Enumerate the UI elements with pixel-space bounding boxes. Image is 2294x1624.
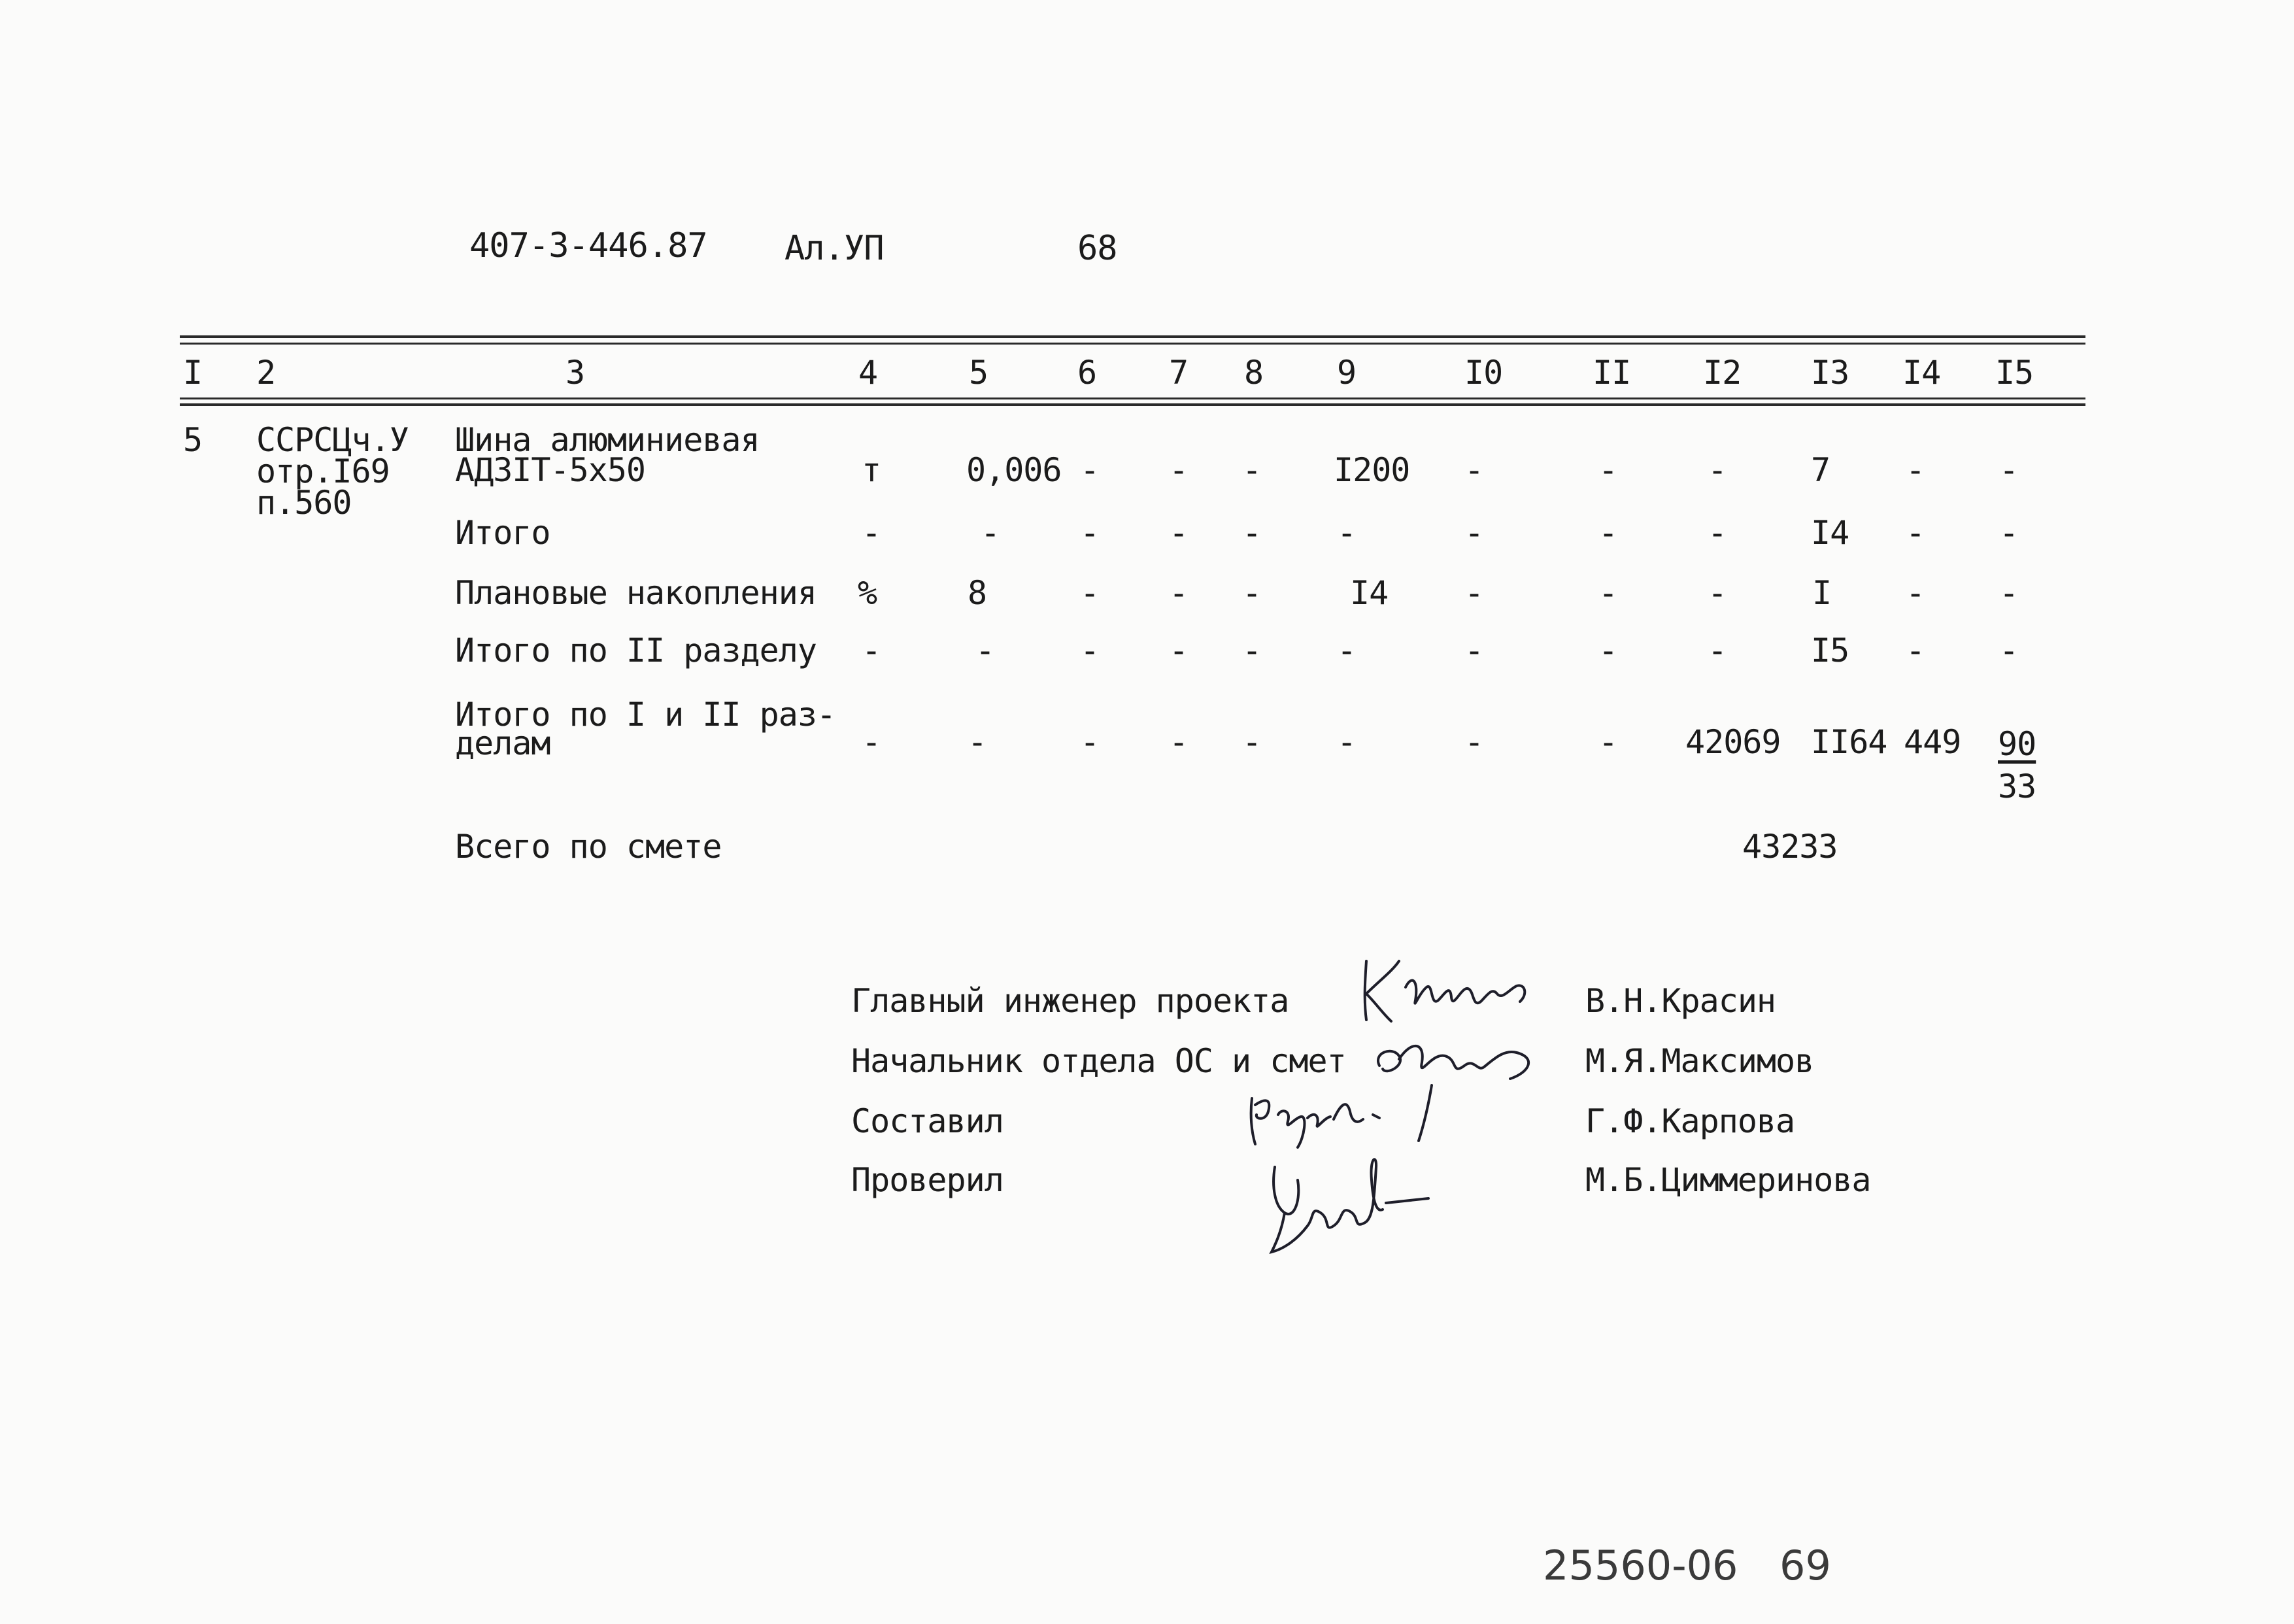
cell-c13: I [1812, 574, 1832, 612]
cell-c14: - [1906, 451, 1925, 489]
column-header: 3 [565, 354, 585, 392]
cell-c12: - [1708, 574, 1727, 612]
cell-c11: - [1598, 451, 1618, 489]
cell-c14: 449 [1904, 723, 1961, 761]
column-header: I5 [1995, 354, 2034, 392]
column-header: I0 [1464, 354, 1503, 392]
cell-c12: - [1708, 514, 1727, 552]
cell-c15-fraction [1998, 723, 2036, 808]
cell-c15: - [1999, 574, 2019, 612]
column-header: I4 [1902, 354, 1941, 392]
cell-c6: - [1080, 574, 1100, 612]
column-header: II [1593, 354, 1631, 392]
cell-c9: - [1337, 514, 1357, 552]
cell-c5: - [968, 723, 987, 761]
column-header: 7 [1169, 354, 1189, 392]
cell-c4: - [862, 514, 881, 552]
cell-c15: - [1999, 451, 2019, 489]
cell-c13: II64 [1811, 723, 1887, 761]
cell-c6: - [1080, 451, 1100, 489]
row-label: делам [455, 724, 550, 762]
cell-c4: т [862, 451, 881, 489]
cell-c4: - [862, 723, 881, 761]
cell-c8: - [1242, 574, 1262, 612]
signature-name: М.Б.Циммеринова [1585, 1161, 1871, 1199]
cell-c8: - [1242, 514, 1262, 552]
column-header: 4 [858, 354, 878, 392]
cell-c13: I4 [1811, 514, 1849, 552]
column-header: 8 [1244, 354, 1264, 392]
column-header: I2 [1703, 354, 1742, 392]
cell-c13: I5 [1811, 632, 1849, 669]
cell-c12: 42069 [1685, 723, 1781, 761]
cell-c13: 7 [1811, 451, 1830, 489]
cell-c11: - [1598, 723, 1618, 761]
album-label: Ал.УП [784, 229, 884, 268]
row-number: 5 [183, 421, 203, 459]
row-label: Итого по II разделу [455, 632, 817, 669]
column-header: I3 [1811, 354, 1849, 392]
cell-c6: - [1080, 514, 1100, 552]
cell-c7: - [1169, 723, 1189, 761]
table-top-rule-2 [180, 343, 2085, 345]
cell-c9: - [1337, 632, 1357, 669]
total-value: 43233 [1742, 828, 1838, 866]
fraction-denominator: 33 [1998, 768, 2036, 805]
cell-c9: I4 [1350, 574, 1389, 612]
signature-role: Проверил [851, 1161, 1004, 1199]
signature-name: М.Я.Максимов [1585, 1042, 1814, 1080]
cell-c5: - [981, 514, 1000, 552]
cell-c5: - [975, 632, 995, 669]
page-number: 68 [1077, 229, 1117, 268]
cell-c12: - [1708, 451, 1727, 489]
cell-c12: - [1708, 632, 1727, 669]
cell-c5: 8 [968, 574, 987, 612]
cell-c10: - [1464, 574, 1484, 612]
signature-role: Главный инженер проекта [851, 982, 1289, 1020]
cell-c15: - [1999, 632, 2019, 669]
cell-c15: - [1999, 514, 2019, 552]
cell-c11: - [1598, 574, 1618, 612]
handwritten-signature [1242, 1079, 1399, 1151]
price-reference: п.560 [256, 484, 352, 522]
table-header-rule-2 [180, 403, 2085, 406]
cell-c4: - [862, 632, 881, 669]
signature-name: В.Н.Красин [1585, 982, 1776, 1020]
column-header: 6 [1077, 354, 1097, 392]
cell-c7: - [1169, 451, 1189, 489]
cell-c11: - [1598, 514, 1618, 552]
table-header-rule [180, 398, 2085, 399]
item-name: АДЗIТ-5х50 [455, 451, 646, 489]
signature-name: Г.Ф.Карпова [1585, 1102, 1795, 1140]
price-reference: отр.I69 [256, 452, 390, 490]
row-label: Итого [455, 514, 550, 552]
cell-c6: - [1080, 723, 1100, 761]
column-header: I [183, 354, 203, 392]
cell-c4: % [858, 574, 877, 612]
column-header: 2 [256, 354, 276, 392]
cell-c14: - [1906, 574, 1925, 612]
cell-c14: - [1906, 514, 1925, 552]
cell-c8: - [1242, 723, 1262, 761]
column-header: 5 [969, 354, 988, 392]
price-reference: ССРСЦч.У [256, 421, 409, 459]
handwritten-signature [1353, 948, 1536, 1033]
item-name: Шина алюминиевая [455, 421, 760, 459]
cell-c10: - [1464, 723, 1484, 761]
cell-c5: 0,006 [966, 451, 1062, 489]
archive-code: 25560-06 [1543, 1542, 1738, 1589]
cell-c7: - [1169, 514, 1189, 552]
cell-c11: - [1598, 632, 1618, 669]
total-label: Всего по смете [455, 828, 722, 866]
cell-c14: - [1906, 632, 1925, 669]
archive-page: 69 [1780, 1542, 1831, 1589]
cell-c10: - [1464, 514, 1484, 552]
cell-c8: - [1242, 632, 1262, 669]
document-code: 407-3-446.87 [469, 226, 707, 265]
table-top-rule [180, 335, 2085, 338]
fraction-numerator: 90 [1998, 725, 2036, 763]
row-label: Итого по I и II раз- [455, 696, 836, 734]
cell-c10: - [1464, 632, 1484, 669]
cell-c9: I200 [1334, 451, 1410, 489]
signature-role: Составил [851, 1102, 1004, 1140]
cell-c9: - [1337, 723, 1357, 761]
cell-c8: - [1242, 451, 1262, 489]
signature-role: Начальник отдела ОС и смет [851, 1042, 1346, 1080]
column-header: 9 [1337, 354, 1357, 392]
cell-c7: - [1169, 574, 1189, 612]
row-label: Плановые накопления [455, 574, 817, 612]
handwritten-signature [1262, 1141, 1445, 1259]
cell-c7: - [1169, 632, 1189, 669]
cell-c10: - [1464, 451, 1484, 489]
cell-c6: - [1080, 632, 1100, 669]
